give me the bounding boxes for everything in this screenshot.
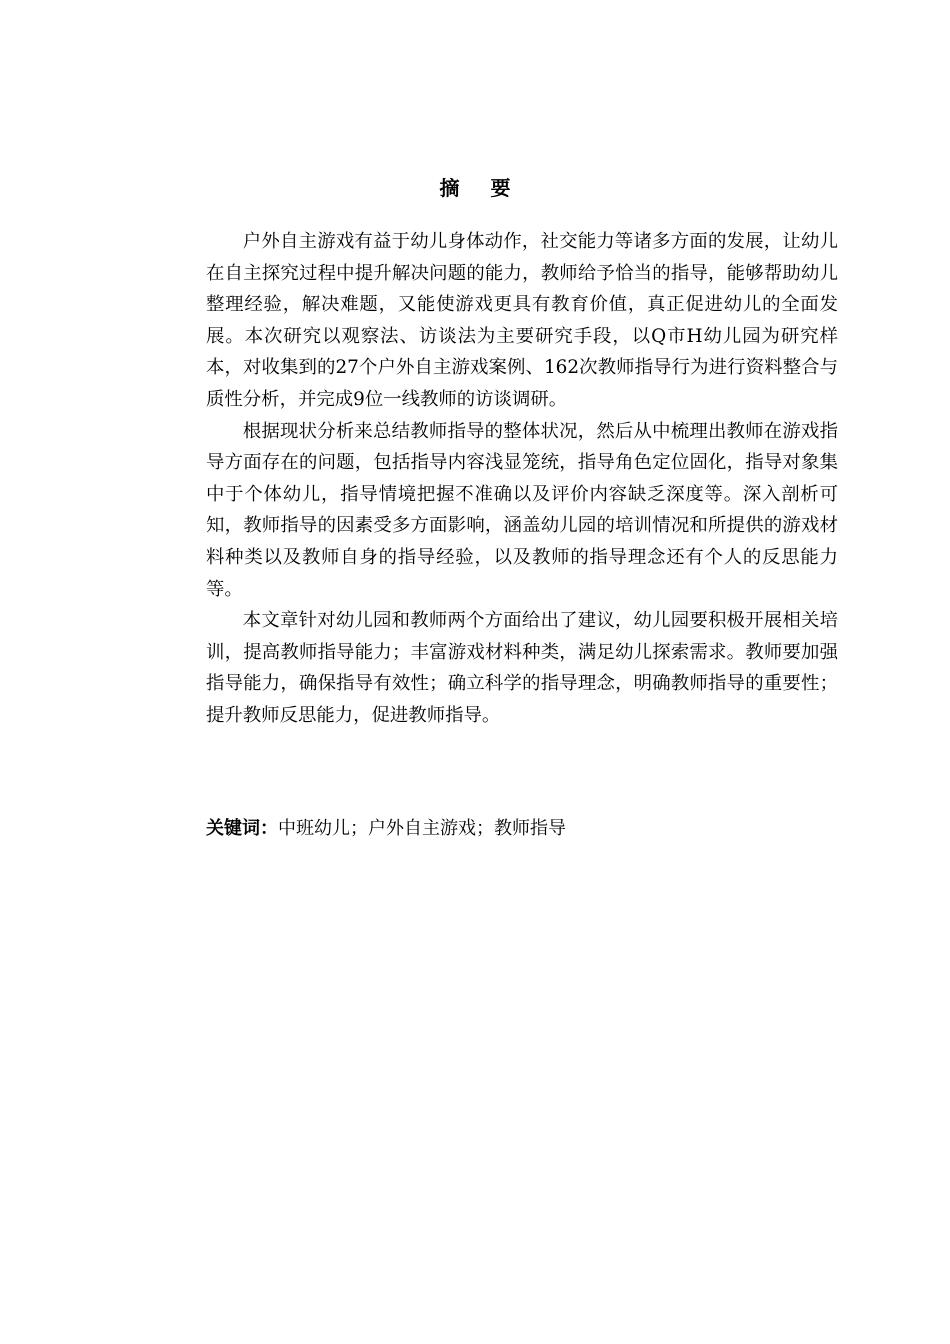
keywords-value: 中班幼儿；户外自主游戏；教师指导 bbox=[278, 818, 566, 839]
keywords-line bbox=[206, 814, 838, 844]
abstract-paragraph-2: 根据现状分析来总结教师指导的整体状况，然后从中梳理出教师在游戏指导方面存在的问题，包括指导内容浅显笼统，指导角色定位固化，指导对象集中于个体幼儿，指导情境把握不准确以及评价内容缺乏深度等。深入剖析可知，教师指导的因素受多方面影响，涵盖幼儿园的培训情况和所提供的游戏材料种类以及教师自身的指导经验，以及教师的指导理念还有个人的反思能力等。 bbox=[206, 420, 838, 600]
abstract-body bbox=[206, 226, 838, 732]
abstract-title: 摘 要 bbox=[439, 176, 523, 200]
abstract-paragraph-1: 户外自主游戏有益于幼儿身体动作，社交能力等诸多方面的发展，让幼儿在自主探究过程中提升解决问题的能力，教师给予恰当的指导，能够帮助幼儿整理经验，解决难题，又能使游戏更具有教育价值，真正促进幼儿的全面发展。本次研究以观察法、访谈法为主要研究手段，以Q市H幼儿园为研究样本，对收集到的27个户外自主游戏案例、162次教师指导行为进行资料整合与质性分析，并完成9位一线教师的访谈调研。 bbox=[206, 231, 838, 410]
keywords-label: 关键词： bbox=[206, 818, 278, 839]
abstract-paragraph-3: 本文章针对幼儿园和教师两个方面给出了建议，幼儿园要积极开展相关培训，提高教师指导能力；丰富游戏材料种类，满足幼儿探索需求。教师要加强指导能力，确保指导有效性；确立科学的指导理念，明确教师指导的重要性；提升教师反思能力，促进教师指导。 bbox=[206, 610, 838, 726]
